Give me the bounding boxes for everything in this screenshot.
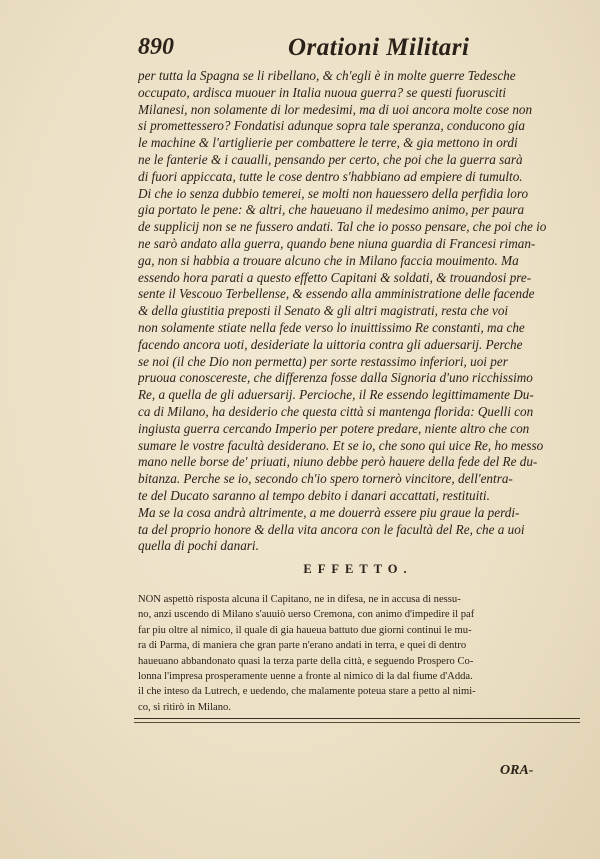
text-line: far piu oltre al nimico, il quale di gia haueua battuto due giorni continui le mu- [138,624,472,636]
text-line: co, si ritirò in Milano. [138,701,231,713]
text-line: & della giustitia preposti il Senato & gli altri magistrati, resta che voi [138,303,509,319]
text-line: de supplicij non se ne fussero andati. Tal che io posso pensare, che poi che io [138,219,547,235]
text-line: gia portato le pene: & altri, che haueuano il medesimo animo, per paura [138,202,525,218]
text-line: facendo ancora uoti, desideriate la uittoria contra gli aduersarij. Perche [138,336,523,352]
text-line: haueuano abbandonato quasi la terza parte della città, e seguendo Prospero Co- [138,655,474,667]
text-line: ta del proprio honore & della vita ancora con le facultà del Re, che a uoi [138,521,525,537]
text-line: pruoua conoscereste, che differenza fosse dalla Signoria d'uno ricchissimo [138,370,533,386]
page-number: 890 [138,34,174,60]
text-line: essendo hora parati a questo effetto Capitani & soldati, & trouandosi pre- [138,269,532,285]
oration-text [138,68,578,555]
text-line: per tutta la Spagna se li ribellano, & ch'egli è in molte guerre Tedesche [138,68,516,83]
text-line: NON aspettò risposta alcuna il Capitano, ne in difesa, ne in accusa di nessu- [138,594,461,605]
text-line: Di che io senza dubbio temerei, se molti non hauessero della perfidia loro [138,185,529,201]
text-line: Re, a quella de gli aduersarij. Percioche, il Re essendo legittimamente Du- [138,387,534,403]
text-line: non solamente stiate nella fede verso lo inuittissimo Re constanti, ma che [138,319,525,335]
text-line: quella di pochi danari. [138,538,259,554]
effect-text [138,592,578,715]
text-line: ga, non si habbia a trouare alcuno che in Milano faccia mouimento. Ma [138,252,519,268]
text-line: te del Ducato saranno al tempo debito i danari accattati, restituiti. [138,487,490,503]
running-title: Orationi Militari [288,34,470,61]
text-line: occupato, ardisca muouer in Italia nuoua guerra? se questi fuorusciti [138,84,507,100]
text-line: sente il Vescouo Terbellense, & essendo alla amministratione delle facende [138,286,535,302]
text-line: Ma se la cosa andrà altrimente, a me douerrà essere piu graue la perdi- [138,504,520,520]
text-line: lonna l'impresa prosperamente uenne a fronte al nimico di la dal fiume d'Adda. [138,670,473,682]
divider-rule [134,718,580,719]
text-line: di fuori appiccata, tutte le cose dentro s'habbiano ad empiere di tumulto. [138,168,523,184]
text-line: sumare le vostre facultà desiderano. Et se io, che sono qui uice Re, ho messo [138,437,544,453]
text-line: mano nelle borse de' priuati, niuno debbe però hauere della fede del Re du- [138,454,538,470]
text-line: si promettessero? Fondatisi adunque sopra tale speranza, conducono gia [138,118,525,134]
text-line: bitanza. Perche se io, secondo ch'io spero tornerò vincitore, dell'entra- [138,471,513,487]
text-line: Milanesi, non solamente di lor medesimi, ma di uoi ancora molte cose non [138,101,533,117]
text-line: ra di Parma, di maniera che gran parte n'erano andati in terra, e quei di dentro [138,640,467,652]
text-line: ingiusta guerra cercando Imperio per potere predare, niente altro che con [138,420,530,436]
page-header [138,34,578,66]
section-heading: EFFETTO. [303,562,413,576]
text-line: ne sarò andato alla guerra, quando bene niuna guardia di Francesi riman- [138,235,536,251]
text-line: no, anzi uscendo di Milano s'auuiò uerso Cremona, con animo d'impedire il paf [138,609,475,621]
text-line: le machine & l'artiglierie per combattere le terre, & gia mettono in ordi [138,135,518,151]
catchword: ORA- [500,763,534,778]
divider-rule-thin [134,722,580,723]
text-line: se noi (il che Dio non permetta) per sorte restassimo inferiori, uoi per [138,353,508,369]
text-line: il che inteso da Lutrech, e uedendo, che malamente poteua stare a petto al nimi- [138,686,476,698]
text-line: ca di Milano, ha desiderio che questa città si mantenga florida: Quelli con [138,403,534,419]
text-line: ne le fanterie & i caualli, pensando per certo, che poi che la guerra sarà [138,151,523,167]
